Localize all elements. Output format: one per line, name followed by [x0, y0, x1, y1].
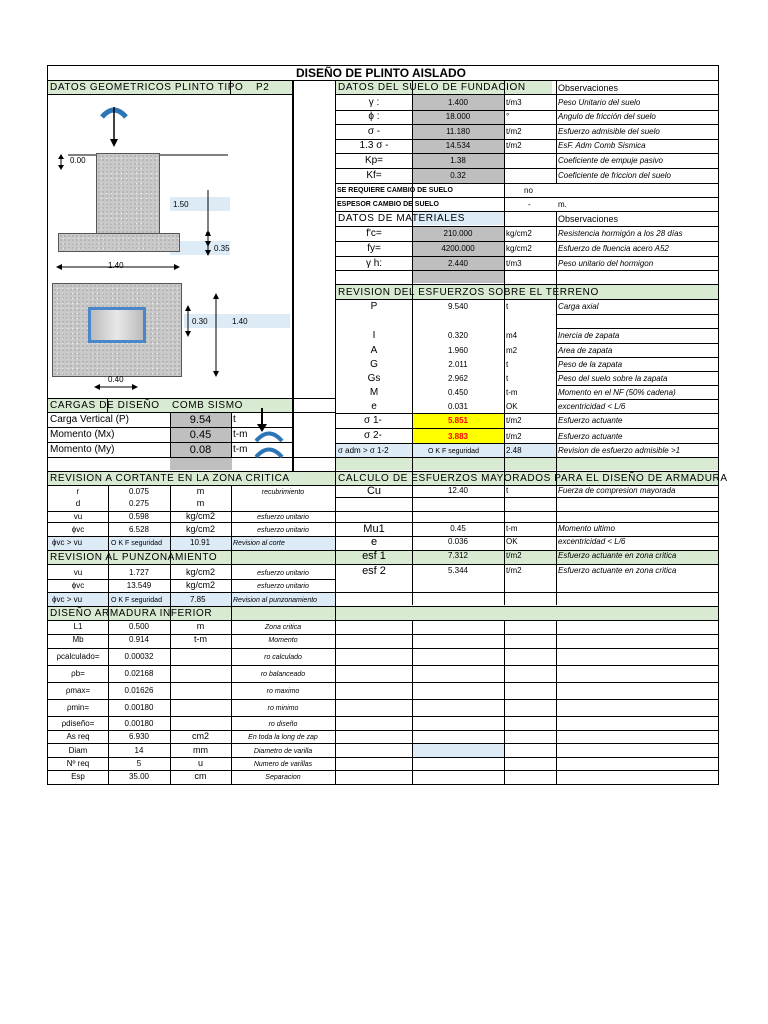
row-description: ro maximo — [266, 688, 300, 695]
row-symbol: P — [370, 301, 378, 312]
arm-header: DISEÑO ARMADURA INFERIOR — [50, 608, 213, 619]
row-description: Zona critica — [264, 624, 302, 631]
row-symbol: Cu — [366, 485, 382, 497]
row-description: ro diseño — [268, 721, 298, 728]
load-label: Carga Vertical (P) — [50, 414, 129, 425]
row-description: Momento ultimo — [558, 524, 615, 533]
suelo-header: DATOS DEL SUELO DE FUNDACION — [338, 82, 526, 93]
row-value: 0.02168 — [124, 669, 154, 678]
row-value: 0.275 — [128, 499, 150, 508]
row-description: ro minimo — [267, 705, 299, 712]
row-symbol: σ - — [367, 126, 381, 137]
row-unit: t — [506, 302, 509, 311]
cargas-header: CARGAS DE DISEÑO — [50, 400, 160, 411]
column-plan — [88, 307, 146, 343]
row-unit: t/m3 — [506, 259, 522, 268]
row-value: 1.400 — [447, 98, 469, 107]
cortante-check-value: 10.91 — [190, 538, 211, 547]
row-symbol: ρmax= — [65, 686, 91, 695]
geo-width: 1.40 — [108, 261, 124, 270]
row-description: Peso del suelo sobre la zapata — [558, 374, 668, 383]
row-value: 2.011 — [448, 360, 468, 369]
row-value: 0.598 — [128, 512, 150, 521]
geo-h1: 1.50 — [173, 200, 189, 209]
load-value: 9.54 — [189, 414, 212, 426]
row-description: Momento — [268, 637, 298, 644]
row-unit: t/m2 — [506, 141, 522, 150]
row-symbol: M — [369, 387, 379, 398]
geo-col-w: 1.40 — [232, 317, 248, 326]
row-symbol: f'c= — [366, 228, 382, 239]
row-symbol: Kf= — [366, 170, 382, 181]
row-value: 6.528 — [128, 525, 150, 534]
moment-y-icon — [254, 444, 284, 458]
adm-symbol: σ adm > σ 1-2 — [338, 446, 389, 455]
row-unit: mm — [193, 745, 208, 755]
geo-code: P2 — [256, 82, 270, 93]
row-value: 0.320 — [447, 331, 469, 340]
row-description: esfuerzo unitario — [257, 527, 309, 534]
row-description: Peso de la zapata — [558, 360, 623, 369]
row-symbol: ρmin= — [66, 703, 90, 712]
row-unit: t-m — [194, 634, 207, 644]
row-description: Peso Unitario del suelo — [558, 98, 641, 107]
row-value: 5 — [136, 759, 142, 768]
load-unit: t — [233, 414, 236, 425]
row-value: 35.00 — [128, 772, 150, 781]
row-symbol: fy= — [367, 243, 381, 254]
row-unit: m — [196, 498, 205, 508]
geo-header: DATOS GEOMETRICOS PLINTO TIPO — [50, 82, 244, 93]
row-unit: kg/cm2 — [185, 524, 215, 534]
adm-label: O K F seguridad — [428, 448, 479, 455]
row-description: Diametro de varilla — [253, 748, 313, 755]
row-unit: t-m — [506, 388, 518, 397]
row-unit: m2 — [506, 346, 518, 355]
row-value: 0.01626 — [124, 686, 154, 695]
cambio-value: no — [524, 186, 533, 195]
row-value: 14.534 — [445, 141, 471, 150]
row-value: 9.540 — [447, 302, 469, 311]
row-symbol: Mb — [72, 635, 84, 644]
row-value: 0.914 — [128, 635, 150, 644]
s1-unit: t/m2 — [506, 416, 522, 425]
row-description: Inercia de zapata — [558, 331, 620, 340]
row-description: En toda la long de zap — [248, 734, 318, 741]
row-value: 18.000 — [445, 112, 471, 121]
row-value: 5.344 — [447, 566, 469, 575]
row-value: 0.450 — [447, 388, 469, 397]
espesor-label: ESPESOR CAMBIO DE SUELO — [337, 201, 439, 208]
s2-value: 3.883 — [447, 432, 469, 441]
row-description: Numero de varillas — [253, 761, 313, 768]
row-value: 0.45 — [450, 524, 466, 533]
row-unit: t-m — [506, 524, 518, 533]
row-value: 2.440 — [447, 259, 469, 268]
cortante-check-symbol: ϕvc > vu — [52, 538, 83, 547]
load-label: Momento (My) — [50, 444, 115, 455]
s1-value: 5.851 — [447, 416, 469, 425]
punz-check-label: O K F seguridad — [111, 597, 162, 604]
row-symbol: Esp — [71, 772, 85, 781]
row-description: Area de zapata — [558, 346, 613, 355]
row-value: 0.031 — [447, 402, 469, 411]
row-value: 11.180 — [446, 127, 470, 136]
mat-obs-header: Observaciones — [558, 214, 619, 224]
row-unit: kg/cm2 — [185, 511, 215, 521]
row-symbol: d — [75, 499, 81, 508]
footing-drawing — [48, 95, 292, 395]
row-unit: m — [196, 621, 205, 631]
row-description: Esfuerzo admisible del suelo — [558, 127, 660, 136]
s2-symbol: σ 2- — [364, 430, 382, 441]
row-unit: t — [506, 360, 509, 369]
row-value: 7.312 — [447, 551, 469, 560]
row-symbol: Nº req — [66, 759, 90, 768]
row-symbol: ϕvc — [71, 581, 85, 590]
row-value: 0.00180 — [124, 703, 154, 712]
row-description: Fuerza de compresion mayorada — [558, 486, 676, 495]
cortante-check-label: O K F seguridad — [111, 540, 162, 547]
row-symbol: Mu1 — [363, 523, 385, 535]
row-description: ro calculado — [264, 654, 302, 661]
geo-col-a: 0.40 — [108, 375, 124, 384]
adm-desc: Revision de esfuerzo admisible >1 — [558, 446, 681, 455]
row-symbol: I — [372, 330, 376, 341]
row-description: recubrimiento — [261, 489, 305, 496]
cortante-check-desc: Revision al corte — [233, 540, 285, 547]
load-unit: t-m — [233, 444, 248, 455]
row-symbol: γ : — [368, 97, 380, 108]
row-description: Esfuerzo actuante en zona critica — [558, 566, 677, 575]
row-unit: kg/cm2 — [185, 567, 215, 577]
row-unit: cm — [194, 771, 207, 781]
row-value: 0.32 — [450, 171, 466, 180]
row-unit: t — [506, 374, 509, 383]
row-symbol: As req — [66, 732, 90, 741]
row-unit: t/m2 — [506, 551, 522, 560]
row-description: Separacion — [265, 774, 301, 781]
row-symbol: r — [76, 487, 80, 496]
row-symbol: ρcalculado= — [56, 652, 100, 661]
row-symbol: Gs — [367, 373, 381, 384]
row-unit: t/m2 — [506, 127, 522, 136]
row-value: 0.00032 — [124, 652, 154, 661]
s1-symbol: σ 1- — [364, 415, 382, 426]
row-value: 0.075 — [128, 487, 150, 496]
geo-depth: 0.00 — [70, 156, 86, 165]
row-unit: kg/cm2 — [506, 244, 532, 253]
row-unit: ° — [506, 112, 510, 121]
row-value: 210.000 — [443, 229, 473, 238]
row-unit: OK — [506, 402, 518, 411]
s2-unit: t/m2 — [506, 432, 522, 441]
row-description: excentricidad < L/6 — [558, 402, 626, 411]
row-unit: OK — [506, 537, 518, 546]
row-value: 14 — [134, 746, 144, 755]
row-description: Peso unitario del hormigon — [558, 259, 654, 268]
row-symbol: vu — [73, 512, 83, 521]
moment-x-icon — [254, 428, 284, 442]
rev-header: REVISION DEL ESFUERZOS SOBRE EL TERRENO — [338, 287, 599, 298]
row-value: 4200.000 — [441, 244, 475, 253]
row-description: esfuerzo unitario — [257, 583, 309, 590]
row-value: 0.036 — [447, 537, 469, 546]
row-unit: m — [196, 486, 205, 496]
row-description: Esfuerzo actuante en zona critica — [558, 551, 677, 560]
row-value: 0.00180 — [124, 719, 154, 728]
row-unit: t/m3 — [506, 98, 522, 107]
row-description: Angulo de fricción del suelo — [558, 112, 656, 121]
row-description: Resistencia hormigón a los 28 días — [558, 229, 683, 238]
load-unit: t-m — [233, 429, 248, 440]
row-symbol: γ h: — [365, 258, 383, 269]
load-value: 0.08 — [189, 444, 212, 456]
cortante-header: REVISION A CORTANTE EN LA ZONA CRITICA — [50, 473, 290, 484]
row-description: EsF. Adm Comb Sismica — [558, 141, 646, 150]
row-symbol: ϕ : — [368, 111, 380, 122]
row-unit: cm2 — [191, 731, 209, 741]
suelo-obs-header: Observaciones — [558, 83, 619, 93]
row-symbol: Diam — [68, 746, 88, 755]
s1-desc: Esfuerzo actuante — [558, 416, 623, 425]
row-description: esfuerzo unitario — [257, 514, 309, 521]
row-symbol: e — [371, 401, 377, 412]
row-symbol: A — [370, 345, 378, 356]
row-value: 1.960 — [447, 346, 469, 355]
row-description: esfuerzo unitario — [257, 570, 309, 577]
row-symbol: ρdiseño= — [61, 719, 95, 728]
punz-header: REVISION AL PUNZONAMIENTO — [50, 552, 218, 563]
row-symbol: vu — [73, 568, 83, 577]
cargas-comb: COMB SISMO — [172, 400, 244, 411]
row-symbol: ϕvc — [71, 525, 85, 534]
column-elevation — [96, 153, 160, 235]
espesor-unit: m. — [558, 200, 567, 209]
row-unit: kg/cm2 — [506, 229, 532, 238]
row-unit: u — [197, 758, 203, 768]
row-unit: t/m2 — [506, 566, 522, 575]
mat-header: DATOS DE MATERIALES — [338, 213, 465, 224]
row-value: 13.549 — [126, 581, 152, 590]
punz-check-symbol: ϕvc > vu — [52, 595, 83, 604]
row-value: 1.727 — [128, 568, 150, 577]
geo-col-b: 0.30 — [192, 317, 208, 326]
row-unit: m4 — [506, 331, 518, 340]
row-symbol: ρb= — [71, 669, 85, 678]
row-description: Coeficiente de friccion del suelo — [558, 171, 671, 180]
row-value: 2.962 — [447, 374, 469, 383]
row-description: excentricidad < L/6 — [558, 537, 626, 546]
geo-h2: 0.35 — [214, 244, 230, 253]
row-symbol: Kp= — [364, 155, 384, 166]
row-symbol: G — [370, 359, 378, 370]
row-description: Esfuerzo de fluencia acero A52 — [558, 244, 669, 253]
row-description: ro balanceado — [260, 671, 306, 678]
row-value: 0.500 — [128, 622, 150, 631]
s2-desc: Esfuerzo actuante — [558, 432, 623, 441]
row-symbol: e — [370, 536, 378, 548]
footing-elevation — [58, 233, 180, 252]
espesor-value: - — [528, 200, 531, 209]
row-symbol: esf 1 — [362, 550, 386, 562]
punz-check-desc: Revision al punzonamiento — [233, 597, 318, 604]
row-symbol: L1 — [73, 622, 83, 631]
calc-header: CALCULO DE ESFUERZOS MAYORADOS PARA EL DISEÑO DE ARMADURA — [338, 473, 728, 484]
row-unit: t — [506, 486, 509, 495]
row-description: Carga axial — [558, 302, 599, 311]
row-symbol: 1.3 σ - — [359, 140, 389, 151]
row-description: Momento en el NF (50% cadena) — [558, 388, 676, 397]
load-label: Momento (Mx) — [50, 429, 115, 440]
row-unit: kg/cm2 — [185, 580, 215, 590]
row-symbol: esf 2 — [362, 565, 386, 577]
row-value: 1.38 — [450, 156, 466, 165]
punz-check-value: 7.85 — [190, 595, 206, 604]
row-value: 6.930 — [128, 732, 150, 741]
cambio-label: SE REQUIERE CAMBIO DE SUELO — [337, 187, 453, 194]
page-title: DISEÑO DE PLINTO AISLADO — [295, 66, 466, 80]
row-value: 12.40 — [447, 486, 469, 495]
load-value: 0.45 — [189, 429, 212, 441]
adm-value: 2.48 — [506, 446, 522, 455]
row-description: Coeficiente de empuje pasivo — [558, 156, 663, 165]
